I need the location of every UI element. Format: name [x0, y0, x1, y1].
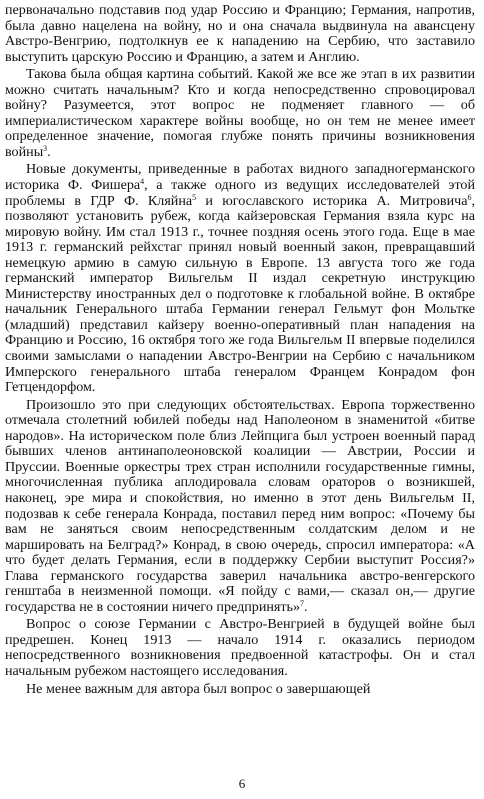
paragraph-6: Не менее важным для автора был вопрос о завершающей [26, 680, 371, 697]
paragraph-4: Произошло это при следующих обстоятельствах. Европа торжественно отмечала столетний юбилей победы над Наполеоном в знаменитой «битве народов». На историческом поле близ Лейпцига был устроен военный парад бывших членов антинаполеоновской коалиции — Австрии, России и Пруссии. Военные оркестры трех стран исполнили государственные гимны, многочисленная публика аплодировала словам ораторов о возникшей, наконец, эре мира и спокойствия, но именно в этот день Вильгельм II, подозвав к себе генерала Конрада, поставил перед ним вопрос: «Почему бы вам не заняться своим непосредственным солдатским делом и не маршировать на Белград?» Конрад, в свою очередь, спросил императора: «А что будет делать Германия, если в поддержку Сербии выступит Россия?» Глава германского государства заверил начальника австро-венгерского генштаба в неизменной помощи. «Я пойду с вами,— сказал он,— другие государства не в состоянии ничего предпринять»$^7$. [5, 396, 475, 615]
text-body [5, 3, 475, 697]
footnote-ref-4[interactable]: 4 [140, 177, 145, 187]
paragraph-5: Вопрос о союзе Германии с Австро-Венгрией в будущей войне был предрешен. Конец 1913 — начало 1914 г. оказались периодом непосредственного возникновения предвоенной катастрофы. Он и стал начальным рубежом настоящего исследования. [5, 616, 475, 679]
footnote-ref-6[interactable]: 6 [467, 192, 472, 202]
footnote-ref-7[interactable]: 7 [300, 598, 305, 608]
paragraph-1: первоначально подставив под удар Россию и Францию; Германия, напротив, была давно нацелена на войну, но и она сначала выдвинула на авансцену Австро-Венгрию, подтолкнув ее к нападению на Сербию, что заставило выступить царскую Россию и Францию, а затем и Англию. [5, 2, 475, 65]
page-number: 6 [238, 776, 246, 791]
footnote-ref-3[interactable]: 3 [43, 143, 48, 153]
footnote-ref-5[interactable]: 5 [192, 192, 197, 202]
paragraph-2: Такова была общая картина событий. Какой же все же этап в их развитии можно считать начальным? Кто и когда непосредственно спровоцировал войну? Разумеется, этот вопрос не подменяет главного — об империалистическом характере войны вообще, но он тем не менее имеет определенное значение, помогая глубже понять причины возникновения войны$^3$. [5, 66, 475, 160]
paragraph-3: Новые документы, приведенные в работах видного западногерманского историка Ф. Фишера$^4$, а также одного из ведущих исследователей этой проблемы в ГДР Ф. Кляйна$^5$ и югославского историка А. Митровича$^6$, позволяют установить рубеж, когда кайзеровская Германия взяла курс на мировую войну. Им стал 1913 г., точнее поздняя осень этого года. Еще в мае 1913 г. германский рейхстаг принял новый военный закон, превращавший немецкую армию в самую сильную в Европе. 13 августа того же года германский император Вильгельм II издал секретную инструкцию Министерству иностранных дел о подготовке к глобальной войне. В октябре начальник Генерального штаба Германии генерал Гельмут фон Мольтке (младший) представил кайзеру военно-оперативный план нападения на Францию и Россию, 16 октября того же года Вильгельм II впервые поделился своими замыслами о нападении Австро-Венгрии на Сербию с начальником Имперского генерального штаба генералом Францем Конрадом фон Гетцендорфом. [5, 161, 476, 396]
